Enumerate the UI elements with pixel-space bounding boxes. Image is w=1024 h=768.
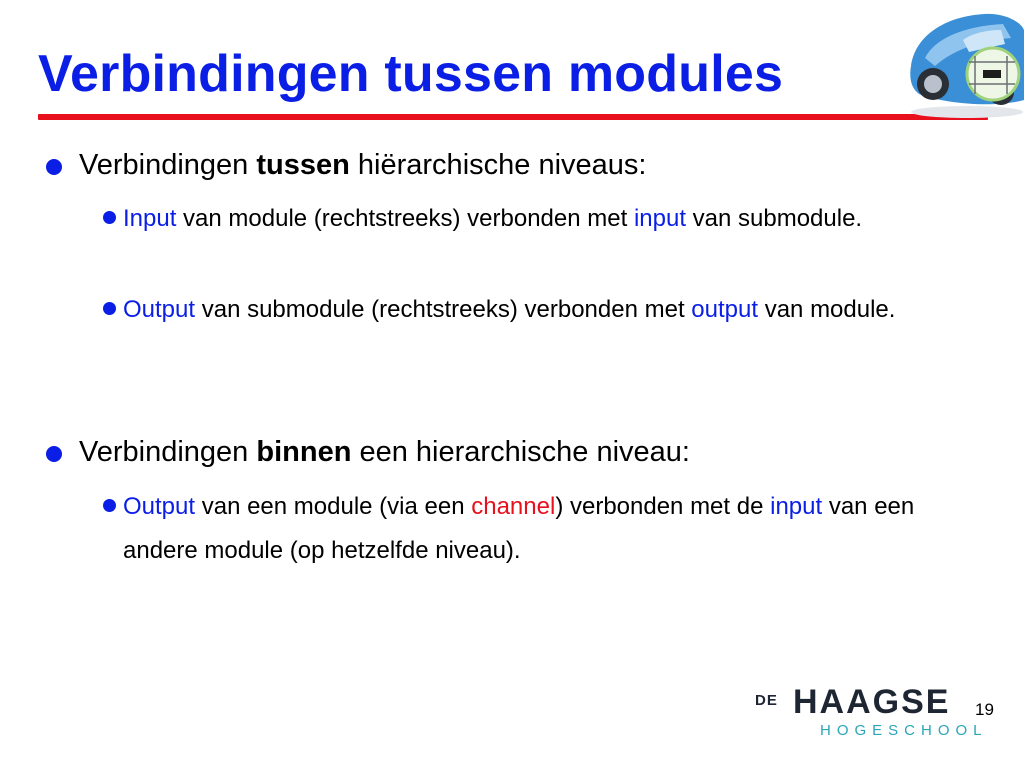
sub-bullet-dot-1-1: [103, 211, 116, 224]
logo-hogeschool: HOGESCHOOL: [820, 722, 988, 739]
sub-bullet-1-2-text: Output van submodule (rechtstreeks) verbonden met output van module.: [123, 296, 896, 323]
car-illustration-icon: [905, 0, 1024, 120]
bullet-2-post: een hierarchische niveau:: [351, 436, 690, 468]
bullet-1-post: hiërarchische niveaus:: [349, 149, 647, 181]
bullet-dot-2: [46, 446, 62, 462]
bullet-2-text: [79, 436, 690, 469]
page-number: 19: [975, 700, 994, 719]
bullet-1-bold: tussen: [256, 149, 350, 181]
title-underline: [38, 114, 988, 120]
sub-bullet-2-1-text: Output van een module (via een channel) verbonden met de input van een andere module (op hetzelfde niveau).: [123, 493, 915, 564]
input-keyword: input: [633, 205, 686, 232]
output-keyword: Output: [123, 296, 196, 323]
logo-de: DE: [755, 692, 778, 709]
slide-title: Verbindingen tussen modules: [38, 45, 784, 103]
bullet-2-bold: binnen: [256, 436, 352, 468]
logo-haagse: HAAGSE: [793, 683, 951, 721]
sub-bullet-1-1-text: Input van module (rechtstreeks) verbonden met input van submodule.: [123, 205, 863, 232]
bullet-2-pre: Verbindingen: [79, 436, 257, 468]
channel-keyword: channel: [471, 493, 556, 520]
input-keyword: input: [770, 493, 823, 520]
bullet-1-text: [79, 149, 646, 182]
input-keyword: Input: [123, 205, 177, 232]
output-keyword: Output: [123, 493, 196, 520]
output-keyword: output: [691, 296, 759, 323]
bullet-1-pre: Verbindingen: [79, 149, 257, 181]
sub-bullet-dot-1-2: [103, 302, 116, 315]
bullet-dot-1: [46, 159, 62, 175]
sub-bullet-dot-2-1: [103, 499, 116, 512]
